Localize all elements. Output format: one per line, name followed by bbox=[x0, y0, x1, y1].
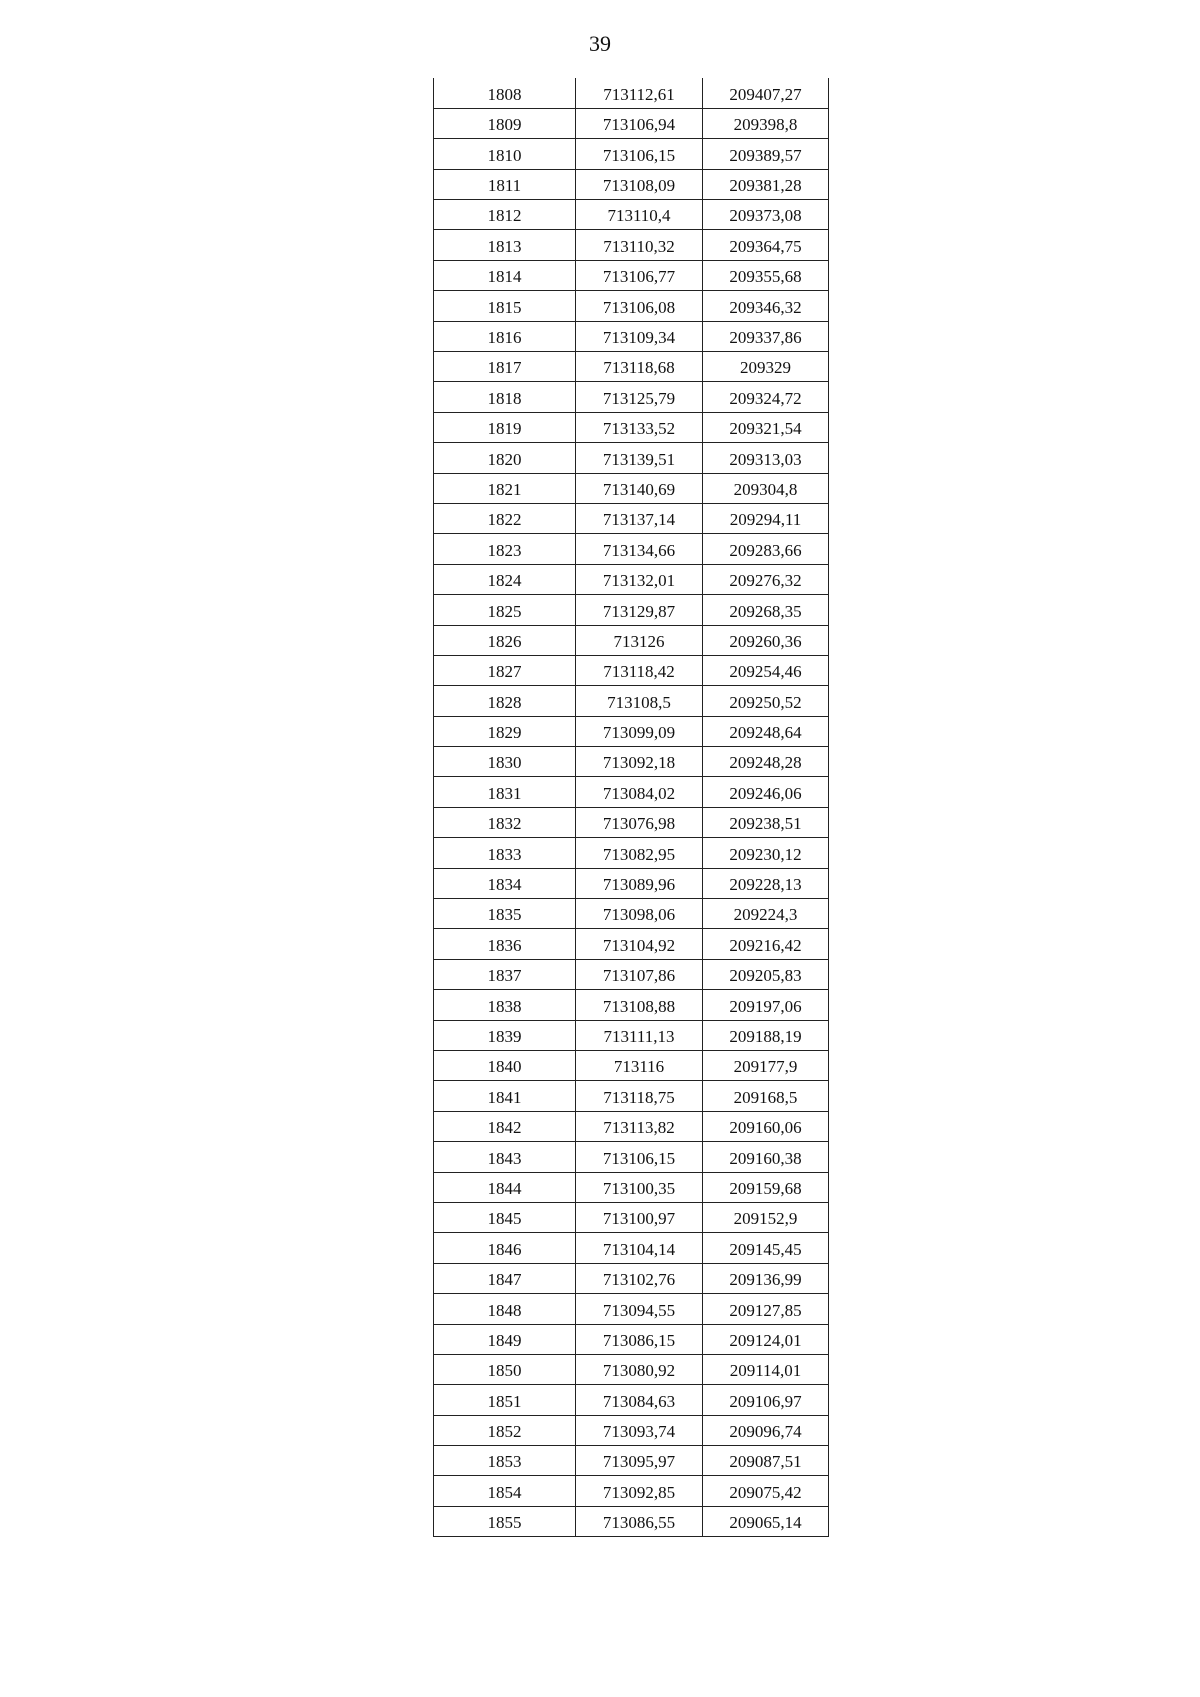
table-row bbox=[434, 1324, 829, 1354]
table-row bbox=[434, 260, 829, 290]
y-coordinate-cell: 209075,42 bbox=[703, 1476, 829, 1506]
x-coordinate-cell: 713108,88 bbox=[576, 990, 703, 1020]
x-coordinate-cell: 713107,86 bbox=[576, 959, 703, 989]
table-row bbox=[434, 382, 829, 412]
point-number-cell: 1830 bbox=[434, 747, 576, 777]
y-coordinate-cell: 209283,66 bbox=[703, 534, 829, 564]
x-coordinate-cell: 713129,87 bbox=[576, 595, 703, 625]
point-number-cell: 1822 bbox=[434, 503, 576, 533]
table-row bbox=[434, 716, 829, 746]
table-row bbox=[434, 1415, 829, 1445]
x-coordinate-cell: 713084,02 bbox=[576, 777, 703, 807]
y-coordinate-cell: 209114,01 bbox=[703, 1354, 829, 1384]
point-number-cell: 1845 bbox=[434, 1202, 576, 1232]
table-row bbox=[434, 321, 829, 351]
page-number: 39 bbox=[589, 31, 611, 56]
y-coordinate-cell: 209246,06 bbox=[703, 777, 829, 807]
point-number-cell: 1811 bbox=[434, 169, 576, 199]
x-coordinate-cell: 713093,74 bbox=[576, 1415, 703, 1445]
point-number-cell: 1838 bbox=[434, 990, 576, 1020]
x-coordinate-cell: 713099,09 bbox=[576, 716, 703, 746]
x-coordinate-cell: 713110,32 bbox=[576, 230, 703, 260]
x-coordinate-cell: 713126 bbox=[576, 625, 703, 655]
x-coordinate-cell: 713109,34 bbox=[576, 321, 703, 351]
table-row bbox=[434, 1051, 829, 1081]
point-number-cell: 1815 bbox=[434, 291, 576, 321]
x-coordinate-cell: 713132,01 bbox=[576, 564, 703, 594]
table-row bbox=[434, 200, 829, 230]
point-number-cell: 1818 bbox=[434, 382, 576, 412]
x-coordinate-cell: 713104,92 bbox=[576, 929, 703, 959]
table-row bbox=[434, 1081, 829, 1111]
table-row bbox=[434, 1172, 829, 1202]
y-coordinate-cell: 209160,38 bbox=[703, 1142, 829, 1172]
table-row bbox=[434, 78, 829, 108]
y-coordinate-cell: 209346,32 bbox=[703, 291, 829, 321]
y-coordinate-cell: 209260,36 bbox=[703, 625, 829, 655]
x-coordinate-cell: 713118,42 bbox=[576, 655, 703, 685]
point-number-cell: 1816 bbox=[434, 321, 576, 351]
x-coordinate-cell: 713108,09 bbox=[576, 169, 703, 199]
table-row bbox=[434, 990, 829, 1020]
y-coordinate-cell: 209224,3 bbox=[703, 899, 829, 929]
point-number-cell: 1841 bbox=[434, 1081, 576, 1111]
table-row bbox=[434, 625, 829, 655]
x-coordinate-cell: 713095,97 bbox=[576, 1446, 703, 1476]
table-row bbox=[434, 1506, 829, 1536]
point-number-cell: 1854 bbox=[434, 1476, 576, 1506]
x-coordinate-cell: 713106,94 bbox=[576, 108, 703, 138]
y-coordinate-cell: 209389,57 bbox=[703, 139, 829, 169]
y-coordinate-cell: 209160,06 bbox=[703, 1111, 829, 1141]
table-row bbox=[434, 655, 829, 685]
x-coordinate-cell: 713137,14 bbox=[576, 503, 703, 533]
y-coordinate-cell: 209159,68 bbox=[703, 1172, 829, 1202]
table-row bbox=[434, 564, 829, 594]
y-coordinate-cell: 209216,42 bbox=[703, 929, 829, 959]
point-number-cell: 1832 bbox=[434, 807, 576, 837]
point-number-cell: 1847 bbox=[434, 1263, 576, 1293]
x-coordinate-cell: 713106,77 bbox=[576, 260, 703, 290]
y-coordinate-cell: 209205,83 bbox=[703, 959, 829, 989]
y-coordinate-cell: 209324,72 bbox=[703, 382, 829, 412]
point-number-cell: 1855 bbox=[434, 1506, 576, 1536]
x-coordinate-cell: 713118,68 bbox=[576, 352, 703, 382]
table-row bbox=[434, 777, 829, 807]
table-row bbox=[434, 929, 829, 959]
coordinates-table-body bbox=[434, 78, 829, 1537]
point-number-cell: 1812 bbox=[434, 200, 576, 230]
y-coordinate-cell: 209152,9 bbox=[703, 1202, 829, 1232]
table-row bbox=[434, 291, 829, 321]
point-number-cell: 1825 bbox=[434, 595, 576, 625]
y-coordinate-cell: 209248,64 bbox=[703, 716, 829, 746]
x-coordinate-cell: 713110,4 bbox=[576, 200, 703, 230]
y-coordinate-cell: 209188,19 bbox=[703, 1020, 829, 1050]
y-coordinate-cell: 209106,97 bbox=[703, 1385, 829, 1415]
table-row bbox=[434, 868, 829, 898]
point-number-cell: 1824 bbox=[434, 564, 576, 594]
point-number-cell: 1810 bbox=[434, 139, 576, 169]
x-coordinate-cell: 713125,79 bbox=[576, 382, 703, 412]
x-coordinate-cell: 713111,13 bbox=[576, 1020, 703, 1050]
point-number-cell: 1820 bbox=[434, 443, 576, 473]
x-coordinate-cell: 713106,15 bbox=[576, 139, 703, 169]
y-coordinate-cell: 209294,11 bbox=[703, 503, 829, 533]
y-coordinate-cell: 209177,9 bbox=[703, 1051, 829, 1081]
y-coordinate-cell: 209313,03 bbox=[703, 443, 829, 473]
table-row bbox=[434, 686, 829, 716]
y-coordinate-cell: 209168,5 bbox=[703, 1081, 829, 1111]
x-coordinate-cell: 713098,06 bbox=[576, 899, 703, 929]
table-row bbox=[434, 1446, 829, 1476]
point-number-cell: 1840 bbox=[434, 1051, 576, 1081]
point-number-cell: 1849 bbox=[434, 1324, 576, 1354]
x-coordinate-cell: 713102,76 bbox=[576, 1263, 703, 1293]
table-row bbox=[434, 473, 829, 503]
point-number-cell: 1808 bbox=[434, 78, 576, 108]
coordinates-table bbox=[433, 78, 829, 1537]
y-coordinate-cell: 209087,51 bbox=[703, 1446, 829, 1476]
y-coordinate-cell: 209238,51 bbox=[703, 807, 829, 837]
x-coordinate-cell: 713108,5 bbox=[576, 686, 703, 716]
x-coordinate-cell: 713133,52 bbox=[576, 412, 703, 442]
point-number-cell: 1844 bbox=[434, 1172, 576, 1202]
y-coordinate-cell: 209381,28 bbox=[703, 169, 829, 199]
point-number-cell: 1831 bbox=[434, 777, 576, 807]
x-coordinate-cell: 713084,63 bbox=[576, 1385, 703, 1415]
point-number-cell: 1842 bbox=[434, 1111, 576, 1141]
y-coordinate-cell: 209364,75 bbox=[703, 230, 829, 260]
table-row bbox=[434, 1354, 829, 1384]
point-number-cell: 1852 bbox=[434, 1415, 576, 1445]
y-coordinate-cell: 209268,35 bbox=[703, 595, 829, 625]
table-row bbox=[434, 899, 829, 929]
table-row bbox=[434, 807, 829, 837]
y-coordinate-cell: 209065,14 bbox=[703, 1506, 829, 1536]
table-row bbox=[434, 595, 829, 625]
y-coordinate-cell: 209254,46 bbox=[703, 655, 829, 685]
y-coordinate-cell: 209250,52 bbox=[703, 686, 829, 716]
point-number-cell: 1843 bbox=[434, 1142, 576, 1172]
table-row bbox=[434, 959, 829, 989]
point-number-cell: 1828 bbox=[434, 686, 576, 716]
x-coordinate-cell: 713134,66 bbox=[576, 534, 703, 564]
x-coordinate-cell: 713116 bbox=[576, 1051, 703, 1081]
table-row bbox=[434, 352, 829, 382]
x-coordinate-cell: 713080,92 bbox=[576, 1354, 703, 1384]
x-coordinate-cell: 713086,15 bbox=[576, 1324, 703, 1354]
table-row bbox=[434, 1202, 829, 1232]
x-coordinate-cell: 713106,15 bbox=[576, 1142, 703, 1172]
table-row bbox=[434, 503, 829, 533]
x-coordinate-cell: 713106,08 bbox=[576, 291, 703, 321]
point-number-cell: 1851 bbox=[434, 1385, 576, 1415]
table-row bbox=[434, 838, 829, 868]
y-coordinate-cell: 209337,86 bbox=[703, 321, 829, 351]
table-row bbox=[434, 1476, 829, 1506]
x-coordinate-cell: 713113,82 bbox=[576, 1111, 703, 1141]
x-coordinate-cell: 713092,85 bbox=[576, 1476, 703, 1506]
x-coordinate-cell: 713118,75 bbox=[576, 1081, 703, 1111]
table-row bbox=[434, 1233, 829, 1263]
table-row bbox=[434, 534, 829, 564]
y-coordinate-cell: 209355,68 bbox=[703, 260, 829, 290]
y-coordinate-cell: 209407,27 bbox=[703, 78, 829, 108]
point-number-cell: 1833 bbox=[434, 838, 576, 868]
y-coordinate-cell: 209230,12 bbox=[703, 838, 829, 868]
point-number-cell: 1829 bbox=[434, 716, 576, 746]
table-row bbox=[434, 108, 829, 138]
table-row bbox=[434, 412, 829, 442]
point-number-cell: 1814 bbox=[434, 260, 576, 290]
point-number-cell: 1846 bbox=[434, 1233, 576, 1263]
x-coordinate-cell: 713104,14 bbox=[576, 1233, 703, 1263]
y-coordinate-cell: 209276,32 bbox=[703, 564, 829, 594]
point-number-cell: 1848 bbox=[434, 1294, 576, 1324]
y-coordinate-cell: 209321,54 bbox=[703, 412, 829, 442]
table-row bbox=[434, 1142, 829, 1172]
point-number-cell: 1817 bbox=[434, 352, 576, 382]
point-number-cell: 1819 bbox=[434, 412, 576, 442]
point-number-cell: 1837 bbox=[434, 959, 576, 989]
x-coordinate-cell: 713094,55 bbox=[576, 1294, 703, 1324]
y-coordinate-cell: 209329 bbox=[703, 352, 829, 382]
table-row bbox=[434, 747, 829, 777]
point-number-cell: 1827 bbox=[434, 655, 576, 685]
y-coordinate-cell: 209145,45 bbox=[703, 1233, 829, 1263]
table-row bbox=[434, 1263, 829, 1293]
x-coordinate-cell: 713082,95 bbox=[576, 838, 703, 868]
point-number-cell: 1826 bbox=[434, 625, 576, 655]
x-coordinate-cell: 713086,55 bbox=[576, 1506, 703, 1536]
table-row bbox=[434, 230, 829, 260]
point-number-cell: 1839 bbox=[434, 1020, 576, 1050]
x-coordinate-cell: 713112,61 bbox=[576, 78, 703, 108]
y-coordinate-cell: 209373,08 bbox=[703, 200, 829, 230]
table-row bbox=[434, 1020, 829, 1050]
point-number-cell: 1821 bbox=[434, 473, 576, 503]
table-row bbox=[434, 1385, 829, 1415]
x-coordinate-cell: 713100,97 bbox=[576, 1202, 703, 1232]
y-coordinate-cell: 209124,01 bbox=[703, 1324, 829, 1354]
table-row bbox=[434, 443, 829, 473]
point-number-cell: 1823 bbox=[434, 534, 576, 564]
point-number-cell: 1836 bbox=[434, 929, 576, 959]
x-coordinate-cell: 713139,51 bbox=[576, 443, 703, 473]
y-coordinate-cell: 209096,74 bbox=[703, 1415, 829, 1445]
point-number-cell: 1809 bbox=[434, 108, 576, 138]
table-row bbox=[434, 1111, 829, 1141]
point-number-cell: 1853 bbox=[434, 1446, 576, 1476]
x-coordinate-cell: 713140,69 bbox=[576, 473, 703, 503]
y-coordinate-cell: 209127,85 bbox=[703, 1294, 829, 1324]
x-coordinate-cell: 713092,18 bbox=[576, 747, 703, 777]
point-number-cell: 1834 bbox=[434, 868, 576, 898]
table-row bbox=[434, 1294, 829, 1324]
y-coordinate-cell: 209228,13 bbox=[703, 868, 829, 898]
table-row bbox=[434, 139, 829, 169]
y-coordinate-cell: 209304,8 bbox=[703, 473, 829, 503]
point-number-cell: 1850 bbox=[434, 1354, 576, 1384]
y-coordinate-cell: 209197,06 bbox=[703, 990, 829, 1020]
y-coordinate-cell: 209398,8 bbox=[703, 108, 829, 138]
y-coordinate-cell: 209136,99 bbox=[703, 1263, 829, 1293]
x-coordinate-cell: 713100,35 bbox=[576, 1172, 703, 1202]
x-coordinate-cell: 713089,96 bbox=[576, 868, 703, 898]
y-coordinate-cell: 209248,28 bbox=[703, 747, 829, 777]
x-coordinate-cell: 713076,98 bbox=[576, 807, 703, 837]
point-number-cell: 1813 bbox=[434, 230, 576, 260]
table-row bbox=[434, 169, 829, 199]
point-number-cell: 1835 bbox=[434, 899, 576, 929]
